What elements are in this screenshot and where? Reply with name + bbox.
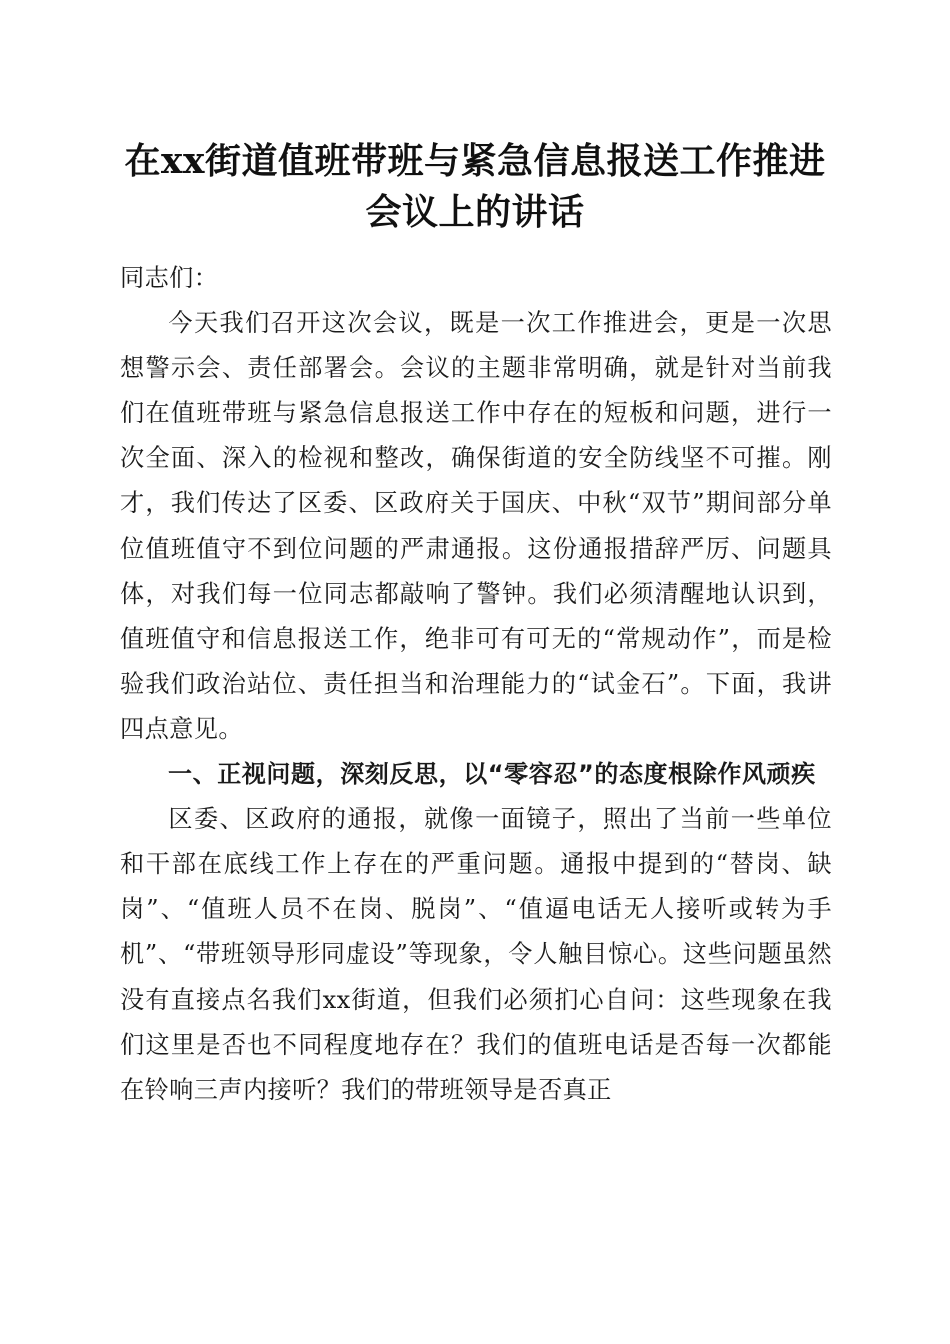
opening-paragraph: 今天我们召开这次会议，既是一次工作推进会，更是一次思想警示会、责任部署会。会议的主题非常明确，就是针对当前我们在值班带班与紧急信息报送工作中存在的短板和问题，进行一次全面、深入的检视和整改，确保街道的安全防线坚不可摧。刚才，我们传达了区委、区政府关于国庆、中秋“双节”期间部分单位值班值守不到位问题的严肃通报。这份通报措辞严厉、问题具体，对我们每一位同志都敲响了警钟。我们必须清醒地认识到，值班值守和信息报送工作，绝非可有可无的“常规动作”，而是检验我们政治站位、责任担当和治理能力的“试金石”。下面，我讲四点意见。 [120,309,832,743]
title-line-1: 在xx街道值班带班与紧急信息报送工作推进 [124,140,826,182]
page-title [100,136,850,238]
speech-body [120,256,832,1113]
salutation: 同志们： [120,264,219,292]
section-heading-1: 一、正视问题，深刻反思，以“零容忍”的态度根除作风顽疾 [168,760,816,789]
section-1-paragraph: 区委、区政府的通报，就像一面镜子，照出了当前一些单位和干部在底线工作上存在的严重问题。通报中提到的“替岗、缺岗”、“值班人员不在岗、脱岗”、“值逼电话无人接听或转为手机”、“带班领导形同虚设”等现象，令人触目惊心。这些问题虽然没有直接点名我们xx街道，但我们必须扪心自问：这些现象在我们这里是否也不同程度地存在？我们的值班电话是否每一次都能在铃响三声内接听？我们的带班领导是否真正 [120,805,832,1104]
title-line-2: 会议上的讲话 [365,191,585,233]
